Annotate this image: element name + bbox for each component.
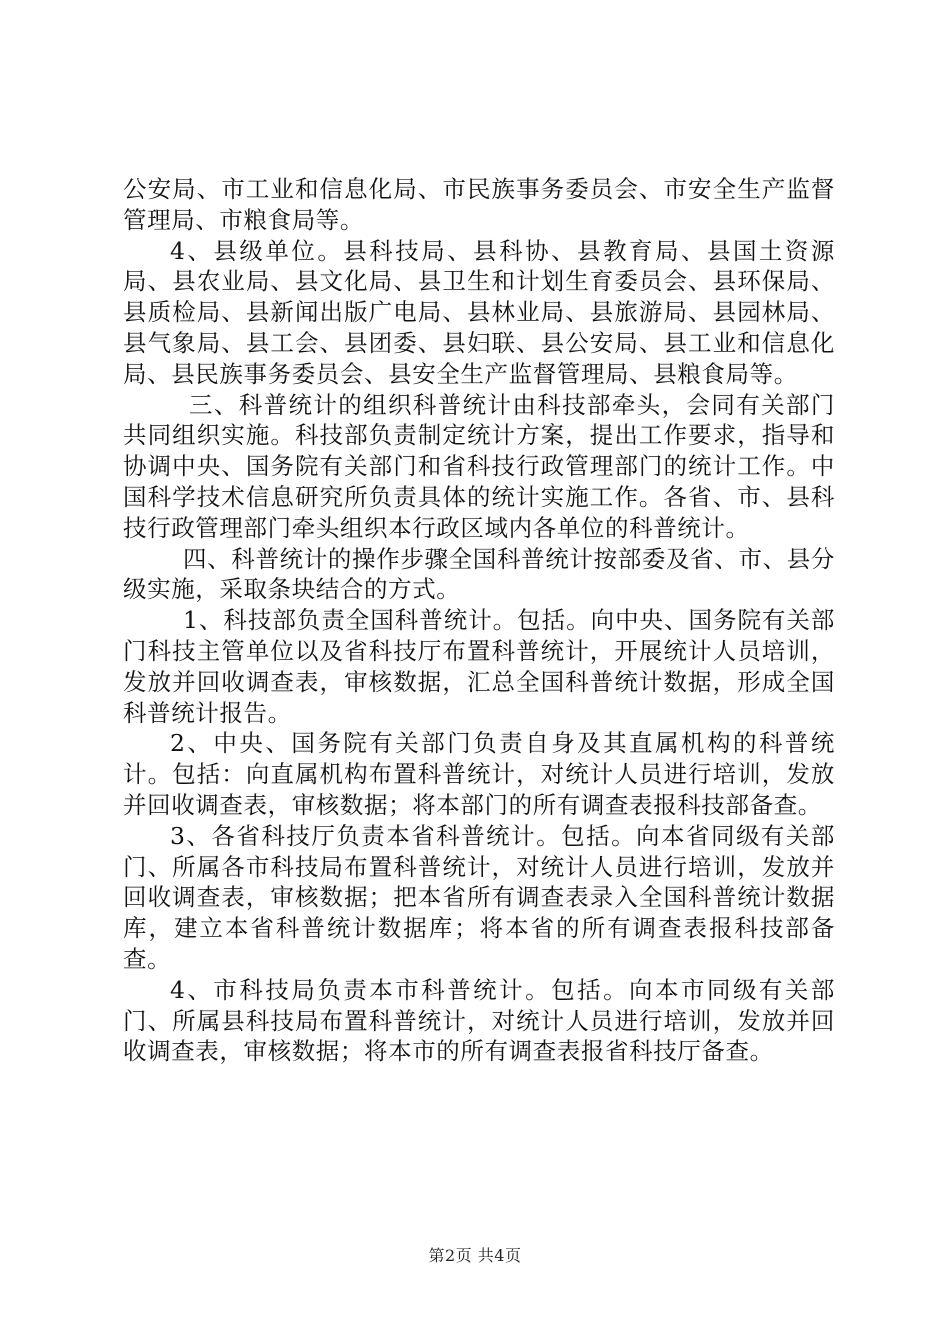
paragraph-section-four: 四、科普统计的操作步骤全国科普统计按部委及省、市、县分级实施，采取条块结合的方式。: [123, 544, 835, 604]
paragraph-section-three: 三、科普统计的组织科普统计由科技部牵头，会同有关部门共同组织实施。科技部负责制定统计方案，提出工作要求，指导和协调中央、国务院有关部门和省科技行政管理部门的统计工作。中国科学技术信息研究所负责具体的统计实施工作。各省、市、县科技行政管理部门牵头组织本行政区域内各单位的科普统计。: [123, 390, 835, 542]
paragraph-continuation: 公安局、市工业和信息化局、市民族事务委员会、市安全生产监督管理局、市粮食局等。: [123, 175, 835, 234]
paragraph-step-two: 2、中央、国务院有关部门负责自身及其直属机构的科普统计。包括：向直属机构布置科普统计，对统计人员进行培训，发放并回收调查表，审核数据；将本部门的所有调查表报科技部备查。: [123, 729, 835, 819]
paragraph-step-three: 3、各省科技厅负责本省科普统计。包括。向本省同级有关部门、所属各市科技局布置科普统计，对统计人员进行培训，发放并回收调查表，审核数据；把本省所有调查表录入全国科普统计数据库，建立本省科普统计数据库；将本省的所有调查表报科技部备查。: [123, 821, 835, 973]
page-number-footer: 第2页 共4页: [428, 1246, 522, 1265]
document-body: [123, 174, 835, 1067]
paragraph-step-four: 4、市科技局负责本市科普统计。包括。向本市同级有关部门、所属县科技局布置科普统计，对统计人员进行培训，发放并回收调查表，审核数据；将本市的所有调查表报省科技厅备查。: [123, 975, 835, 1066]
paragraph-county-units: 4、县级单位。县科技局、县科协、县教育局、县国土资源局、县农业局、县文化局、县卫生和计划生育委员会、县环保局、县质检局、县新闻出版广电局、县林业局、县旅游局、县园林局、县气象局、县工会、县团委、县妇联、县公安局、县工业和信息化局、县民族事务委员会、县安全生产监督管理局、县粮食局等。: [123, 236, 835, 388]
paragraph-step-one: 1、科技部负责全国科普统计。包括。向中央、国务院有关部门科技主管单位以及省科技厅布置科普统计，开展统计人员培训，发放并回收调查表，审核数据，汇总全国科普统计数据，形成全国科普统计报告。: [123, 606, 835, 727]
